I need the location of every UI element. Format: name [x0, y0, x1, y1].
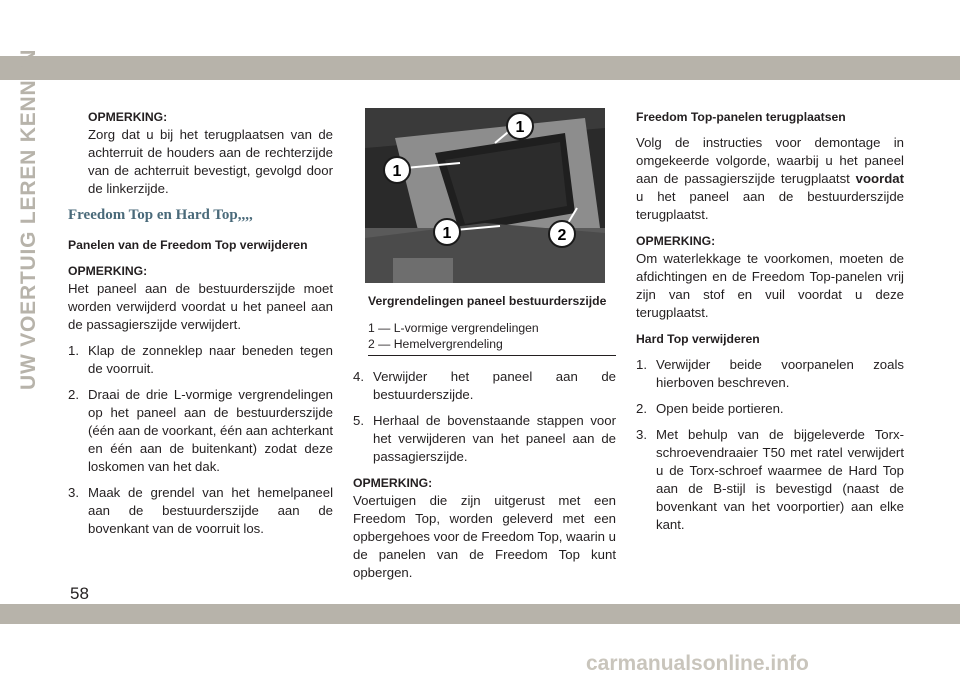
step-number: 4.: [353, 369, 364, 384]
paragraph: [636, 134, 904, 224]
step-number: 2.: [636, 401, 647, 416]
roof-panel-photo: [365, 108, 605, 283]
roof-panel-figure: [365, 108, 605, 283]
note-heading: OPMERKING:: [68, 264, 148, 278]
steps-list: [353, 368, 616, 466]
step-number: 1.: [68, 343, 79, 358]
subsection-heading: Freedom Top-panelen terugplaatsen: [636, 110, 846, 124]
subsection-heading: Hard Top verwijderen: [636, 332, 760, 346]
step-item: [636, 356, 904, 392]
paragraph-text: Volg de instructies voor demontage in omgekeerde volgorde, waarbij u het paneel aan de passagierszijde terugplaatst: [636, 135, 904, 186]
step-text: Herhaal de bovenstaande stappen voor het verwijderen van het paneel aan de passagierszijde.: [373, 413, 616, 464]
figure-caption: [353, 292, 616, 356]
step-item: [353, 368, 616, 404]
note-heading: OPMERKING:: [353, 476, 433, 490]
step-text: Draai de drie L-vormige vergrendelingen op het paneel aan de bestuurderszijde (één aan de voorkant, één aan achterkant en één aan de buitenkant) zodat deze loskomen van het dak.: [88, 387, 333, 474]
legend-item: 2 — Hemelvergrendeling: [368, 337, 503, 351]
step-item: [636, 400, 904, 418]
step-number: 5.: [353, 413, 364, 428]
bottom-band: [0, 604, 960, 624]
step-text: Klap de zonneklep naar beneden tegen de voorruit.: [88, 343, 333, 376]
step-item: [68, 484, 333, 538]
callout-1a: 1: [392, 163, 402, 180]
subsection-heading: Panelen van de Freedom Top verwijderen: [68, 238, 308, 252]
column-left: [68, 108, 333, 546]
note-text: Om waterlekkage te voorkomen, moeten de afdichtingen en de Freedom Top-panelen vrij zijn van stof en vuil voordat u deze terugplaatst.: [636, 251, 904, 320]
step-text: Verwijder beide voorpanelen zoals hierboven beschreven.: [656, 357, 904, 390]
note-text: Voertuigen die zijn uitgerust met een Freedom Top, worden geleverd met een opbergehoes voor de Freedom Top, waarin u de panelen van de Freedom Top kunt opbergen.: [353, 493, 616, 580]
watermark: carmanualsonline.info: [586, 652, 809, 675]
step-item: [636, 426, 904, 534]
callout-1b: 1: [515, 119, 525, 136]
figure-title: Vergrendelingen paneel bestuurderszijde: [368, 294, 607, 308]
step-text: Met behulp van de bijgeleverde Torx-schroevendraaier T50 met ratel verwijdert u de Torx-schroef waarmee de Hard Top aan de B-stijl is bevestigd (naast de bovenkant van het voorportier) aan elke kant.: [656, 427, 904, 532]
note-heading: OPMERKING:: [636, 234, 716, 248]
section-side-title: UW VOERTUIG LEREN KENNEN: [17, 48, 40, 390]
steps-list: [68, 342, 333, 538]
column-middle: [353, 108, 616, 590]
figure-legend: [368, 320, 616, 356]
callout-2: 2: [557, 227, 567, 244]
note-heading: OPMERKING:: [88, 110, 168, 124]
step-number: 1.: [636, 357, 647, 372]
top-band: [0, 56, 960, 80]
step-item: [353, 412, 616, 466]
legend-item: 1 — L-vormige vergrendelingen: [368, 321, 539, 335]
note-text: Zorg dat u bij het terugplaatsen van de achterruit de houders aan de rechterzijde van de achterruit bevestigt, gevolgd door de linkerzijde.: [88, 127, 333, 196]
page-number: 58: [70, 584, 89, 603]
step-item: [68, 386, 333, 476]
step-number: 3.: [636, 427, 647, 442]
note-block: [68, 108, 333, 198]
emphasis-text: voordat: [855, 171, 904, 186]
paragraph-text: u het paneel aan de bestuurderszijde terugplaatst.: [636, 189, 904, 222]
step-text: Maak de grendel van het hemelpaneel aan de bestuurderszijde aan de bovenkant van de voorruit los.: [88, 485, 333, 536]
section-heading: Freedom Top en Hard Top,,,,: [68, 207, 253, 223]
note-text: Het paneel aan de bestuurderszijde moet worden verwijderd voordat u het paneel aan de passagierszijde verwijdert.: [68, 281, 333, 332]
column-right: [636, 108, 904, 542]
step-item: [68, 342, 333, 378]
step-text: Open beide portieren.: [656, 401, 784, 416]
steps-list: [636, 356, 904, 534]
step-number: 3.: [68, 485, 79, 500]
step-text: Verwijder het paneel aan de bestuurderszijde.: [373, 369, 616, 402]
callout-1c: 1: [442, 225, 452, 242]
step-number: 2.: [68, 387, 79, 402]
